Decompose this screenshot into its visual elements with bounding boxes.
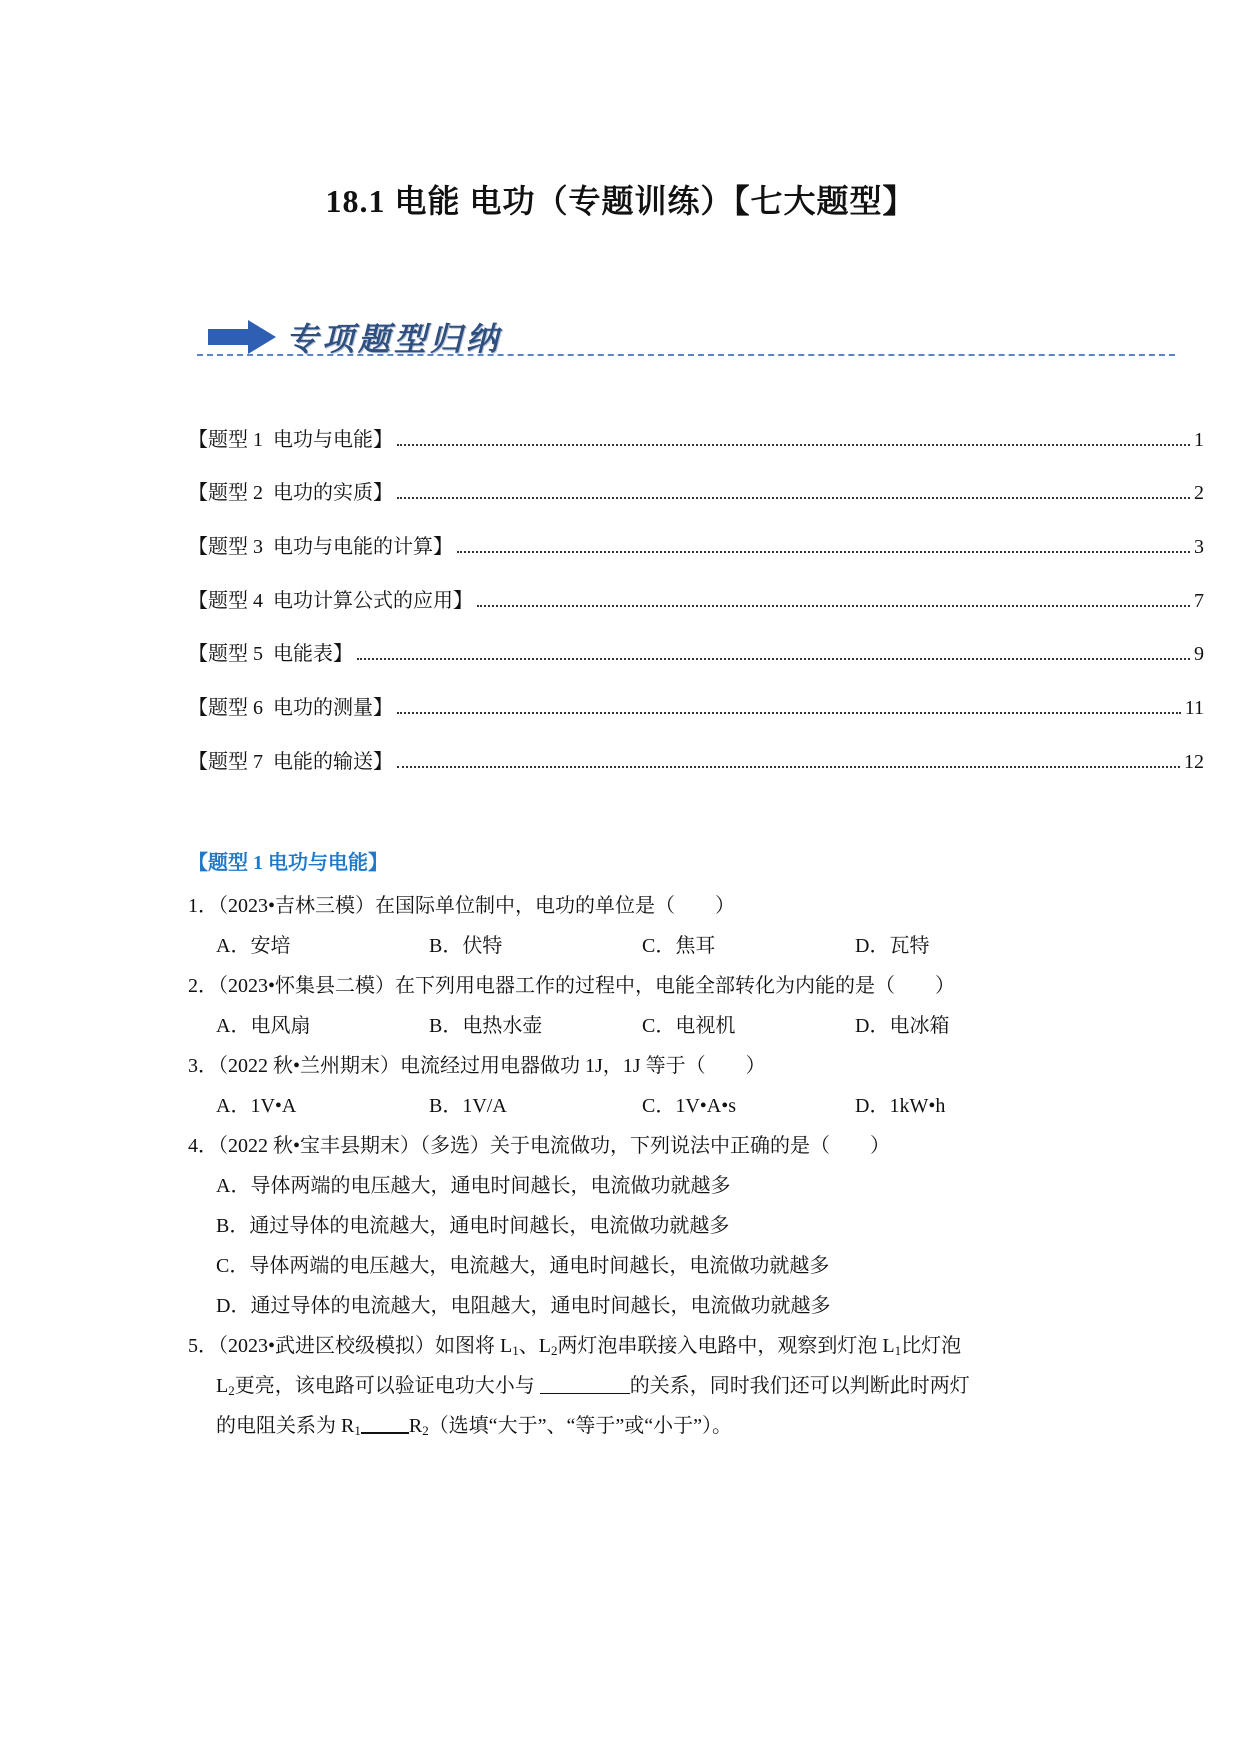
toc-item[interactable]: [188, 666, 1204, 720]
question-options: [188, 1006, 1068, 1046]
toc-page: 12: [1184, 750, 1204, 773]
option: C．电视机: [642, 1015, 736, 1037]
toc-item[interactable]: [188, 613, 1204, 667]
toc-leader: [397, 765, 1180, 768]
q5-text: 更亮，该电路可以验证电功大小与: [234, 1375, 540, 1397]
toc-label: 【题型 2 电功的实质】: [188, 482, 393, 505]
q5-text: 的关系，同时我们还可以判断此时两灯: [629, 1375, 970, 1397]
toc-page: 1: [1194, 428, 1204, 451]
toc-label: 【题型 6 电功的测量】: [188, 697, 393, 720]
toc-label: 【题型 7 电能的输送】: [188, 750, 393, 773]
question-continuation: [188, 1366, 1068, 1406]
toc-label: 【题型 1 电功与电能】: [188, 428, 393, 451]
q5-text: 的电阻关系为 R: [216, 1415, 355, 1437]
toc-item[interactable]: [188, 398, 1204, 452]
toc-leader: [357, 657, 1190, 660]
page-title: 18.1 电能 电功（专题训练）【七大题型】: [325, 183, 916, 219]
toc-label: 【题型 3 电功与电能的计算】: [188, 536, 453, 559]
option: B．电热水壶: [429, 1015, 543, 1037]
question-stem: 2．（2023•怀集县二模）在下列用电器工作的过程中，电能全部转化为内能的是（ ）: [188, 975, 956, 997]
question-options: [188, 926, 1068, 966]
option: A．电风扇: [216, 1015, 311, 1037]
subscript: 2: [422, 1423, 429, 1438]
question-stem: 4．（2022 秋•宝丰县期末）（多选）关于电流做功，下列说法中正确的是（ ）: [188, 1135, 891, 1157]
question-stem: [188, 1326, 1068, 1366]
toc-item[interactable]: [188, 720, 1204, 774]
arrow-right-icon: [208, 320, 276, 354]
q5-text: 、L: [518, 1335, 551, 1357]
option: A．导体两端的电压越大，通电时间越长，电流做功就越多: [216, 1175, 731, 1197]
answer-blank[interactable]: [361, 1410, 409, 1434]
toc-page: 9: [1194, 643, 1204, 666]
q5-text: L: [216, 1375, 229, 1397]
toc-item[interactable]: [188, 559, 1204, 613]
option: D．通过导体的电流越大，电阻越大，通电时间越长，电流做功就越多: [216, 1295, 831, 1317]
option: C．导体两端的电压越大，电流越大，通电时间越长，电流做功就越多: [216, 1255, 830, 1277]
toc-leader: [397, 496, 1190, 499]
toc-page: 2: [1194, 482, 1204, 505]
toc-leader: [477, 604, 1190, 607]
toc-page: 7: [1194, 589, 1204, 612]
toc-item[interactable]: [188, 452, 1204, 506]
toc-leader: [397, 443, 1190, 446]
q5-text: 两灯泡串联接入电路中，观察到灯泡 L: [557, 1335, 895, 1357]
banner-divider: [197, 354, 1175, 356]
table-of-contents: [188, 398, 1204, 774]
subscript: 1: [354, 1423, 361, 1438]
question-list: [188, 886, 1068, 1446]
answer-blank[interactable]: [540, 1371, 630, 1394]
option: D．1kW•h: [855, 1095, 946, 1117]
subscript: 2: [550, 1343, 558, 1358]
q5-text: （选填“大于”、“等于”或“小于”）。: [428, 1415, 732, 1437]
q5-text: R: [408, 1415, 423, 1437]
toc-leader: [457, 550, 1190, 553]
toc-page: 3: [1194, 536, 1204, 559]
banner-title: 专项题型归纳: [286, 321, 503, 357]
subscript: 1: [512, 1343, 519, 1358]
toc-label: 【题型 5 电能表】: [188, 643, 353, 666]
option: D．电冰箱: [855, 1015, 950, 1037]
question-continuation: [188, 1406, 1068, 1446]
toc-item[interactable]: [188, 505, 1204, 559]
option: B．1V/A: [429, 1095, 507, 1117]
section-heading: 【题型 1 电功与电能】: [188, 852, 388, 874]
question-options: [188, 1086, 1068, 1126]
question-stem: 1．（2023•吉林三模）在国际单位制中，电功的单位是（ ）: [188, 895, 736, 917]
subscript: 1: [894, 1343, 902, 1358]
question-stem: 3．（2022 秋•兰州期末）电流经过用电器做功 1J，1J 等于（ ）: [188, 1055, 766, 1077]
toc-label: 【题型 4 电功计算公式的应用】: [188, 589, 473, 612]
option: A．1V•A: [216, 1095, 297, 1117]
q5-text: 比灯泡: [901, 1335, 962, 1357]
option: A．安培: [216, 935, 291, 957]
q5-text: 5．（2023•武进区校级模拟）如图将 L: [188, 1335, 513, 1357]
option: C．焦耳: [642, 935, 716, 957]
option: D．瓦特: [855, 935, 930, 957]
toc-leader: [397, 711, 1181, 714]
option: B．伏特: [429, 935, 503, 957]
option: C．1V•A•s: [642, 1095, 737, 1117]
option: B．通过导体的电流越大，通电时间越长，电流做功就越多: [216, 1215, 730, 1237]
subscript: 2: [228, 1383, 235, 1398]
toc-page: 11: [1184, 697, 1204, 720]
